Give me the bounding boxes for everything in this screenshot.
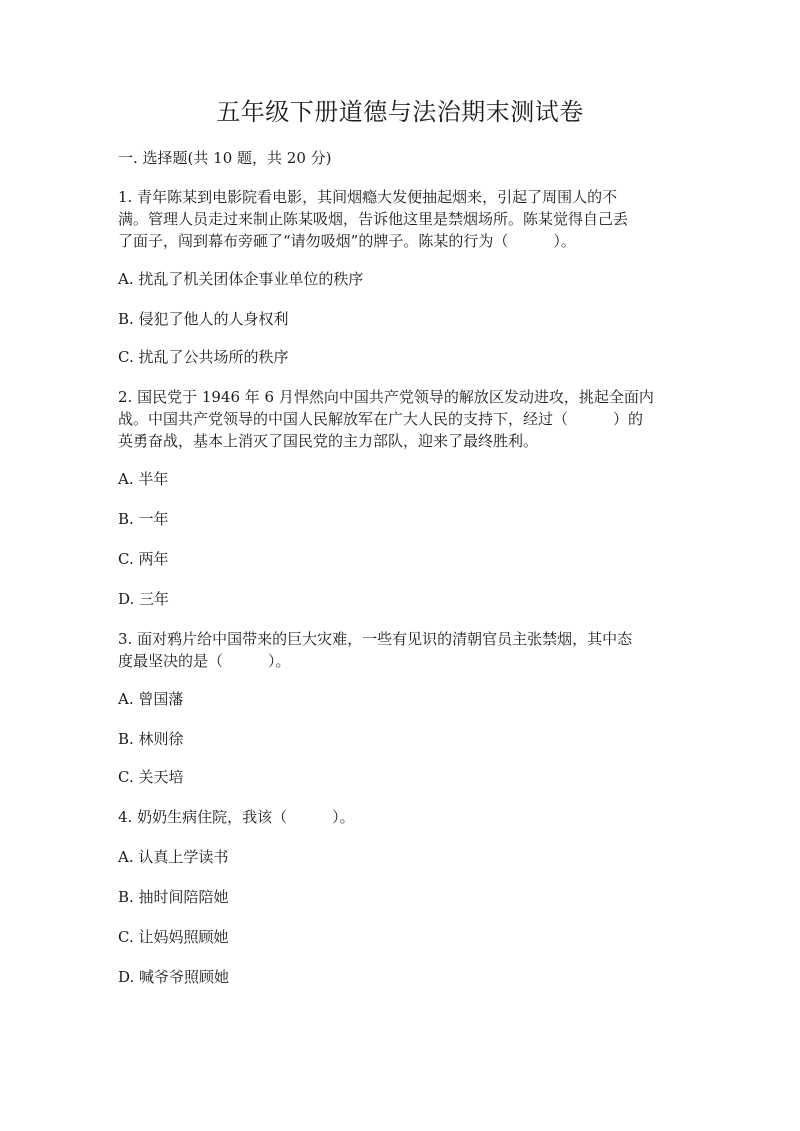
question-line: 2. 国民党于 1946 年 6 月悍然向中国共产党领导的解放区发动进攻，挑起全面内: [118, 388, 654, 406]
option-2b: B. 一年: [118, 510, 169, 528]
option-2c: C. 两年: [118, 550, 169, 568]
question-1: [118, 186, 683, 252]
option-3c: C. 关天培: [118, 768, 184, 786]
question-line: 3. 面对鸦片给中国带来的巨大灾难，一些有见识的清朝官员主张禁烟，其中态: [118, 630, 633, 648]
question-line: 了面子，闯到幕布旁砸了“请勿吸烟”的牌子。陈某的行为（ ）。: [118, 232, 576, 250]
question-4: [118, 806, 683, 828]
question-line: 英勇奋战，基本上消灭了国民党的主力部队，迎来了最终胜利。: [118, 432, 539, 450]
option-4c: C. 让妈妈照顾她: [118, 928, 229, 946]
question-line: 战。中国共产党领导的中国人民解放军在广大人民的支持下，经过（ ）的: [118, 410, 644, 428]
option-3a: A. 曾国藩: [118, 690, 184, 708]
question-line: 1. 青年陈某到电影院看电影，其间烟瘾大发便抽起烟来，引起了周围人的不: [118, 188, 618, 206]
question-2: [118, 386, 683, 452]
option-4b: B. 抽时间陪陪她: [118, 888, 229, 906]
section-heading: 一. 选择题(共 10 题，共 20 分): [118, 149, 332, 167]
option-1b: B. 侵犯了他人的人身权利: [118, 310, 289, 328]
option-1c: C. 扰乱了公共场所的秩序: [118, 348, 289, 366]
option-2a: A. 半年: [118, 470, 169, 488]
option-1a: A. 扰乱了机关团体企事业单位的秩序: [118, 270, 364, 288]
question-line: 满。管理人员走过来制止陈某吸烟，告诉他这里是禁烟场所。陈某觉得自己丢: [118, 210, 629, 228]
question-line: 度最坚决的是（ ）。: [118, 652, 291, 670]
exam-title: 五年级下册道德与法治期末测试卷: [216, 98, 584, 126]
question-line: 4. 奶奶生病住院，我该（ ）。: [118, 808, 355, 826]
option-2d: D. 三年: [118, 590, 170, 608]
option-4d: D. 喊爷爷照顾她: [118, 968, 230, 986]
option-4a: A. 认真上学读书: [118, 848, 229, 866]
question-3: [118, 628, 683, 672]
option-3b: B. 林则徐: [118, 730, 184, 748]
